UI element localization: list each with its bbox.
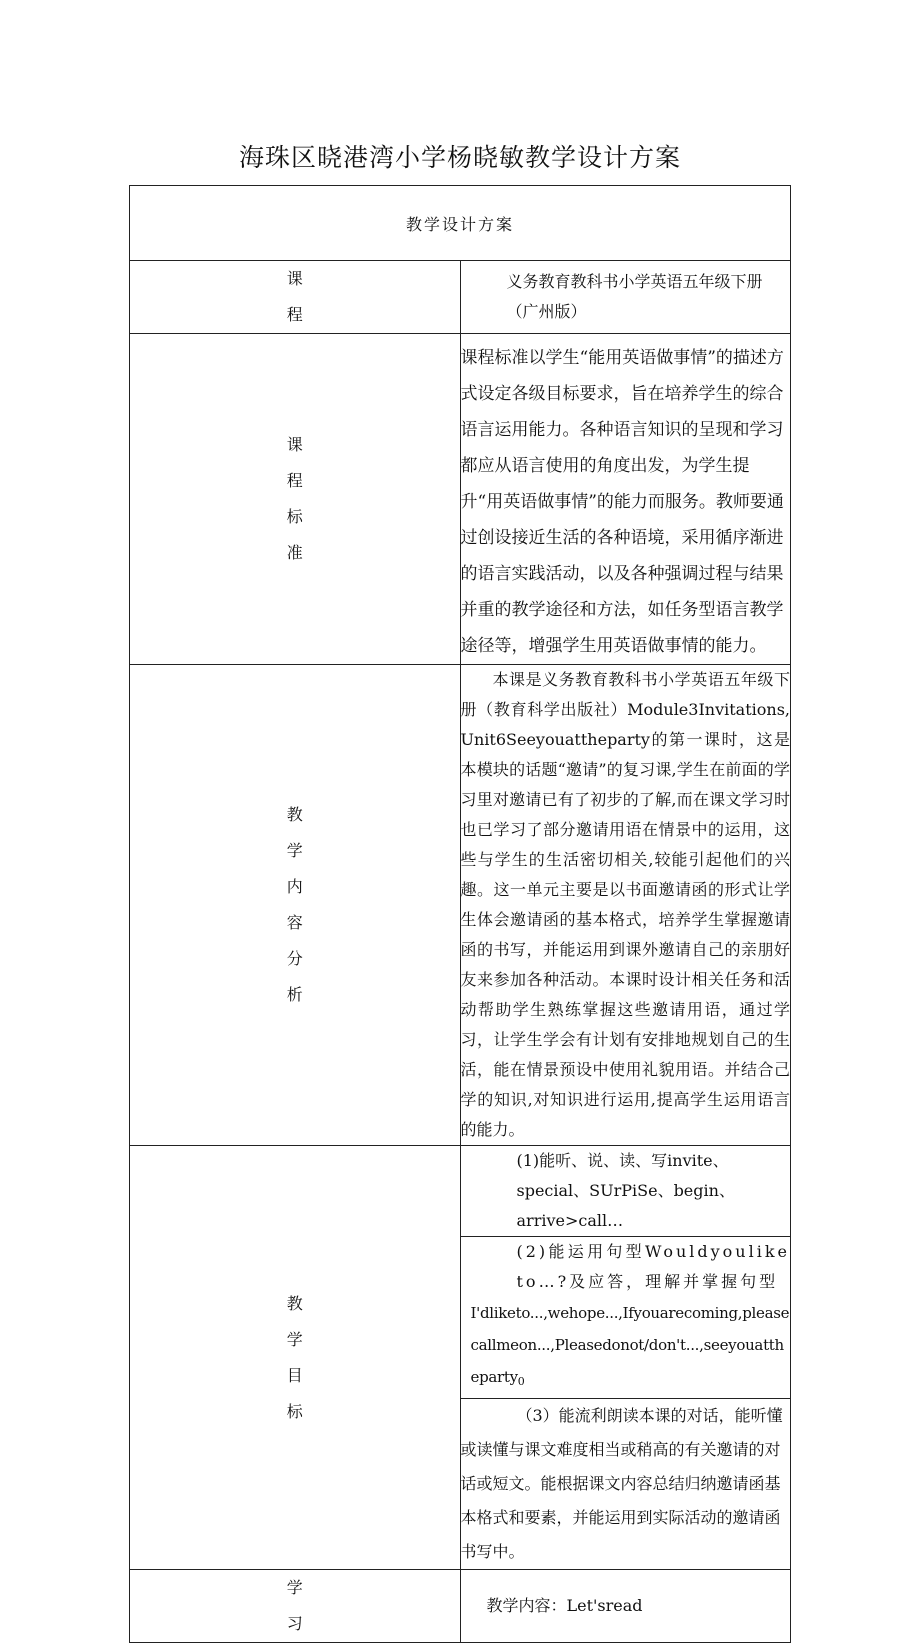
goals-label-char: 学: [286, 1329, 303, 1349]
course-label-char: 程: [286, 305, 303, 324]
goals-label-char: 教: [286, 1293, 303, 1313]
analysis-label-char: 析: [286, 985, 303, 1004]
learning-text: 教学内容：Let'sread: [460, 1570, 791, 1643]
analysis-label-char: 教: [286, 805, 303, 824]
standard-label-char: 标: [286, 507, 303, 526]
standard-label-char: 课: [286, 435, 303, 454]
analysis-text: 本课是义务教育教科书小学英语五年级下册（教育科学出版社）Module3Invitations,Unit6Seeyouattheparty的第一课时，这是本模块的话题“邀请”的复习课,学生在前面的学习里对邀请已有了初步的了解,而在课文学习时也已学习了部分邀请用语在情景中的运用，这些与学生的生活密切相关,较能引起他们的兴趣。这一单元主要是以书面邀请函的形式让学生体会邀请函的基本格式，培养学生掌握邀请函的书写，并能运用到课外邀请自己的亲朋好友来参加各种活动。本课时设计相关任务和活动帮助学生熟练掌握这些邀请用语，通过学习，让学生学会有计划有安排地规划自己的生活，能在情景预设中使用礼貌用语。并结合己学的知识,对知识进行运用,提高学生运用语言的能力。: [460, 665, 791, 1146]
goal-2-line-b: [471, 1297, 791, 1398]
analysis-row: [130, 665, 791, 1146]
course-row: [130, 261, 791, 334]
goal-2-cell: [460, 1237, 791, 1399]
goal-3-text: （3）能流利朗读本课的对话，能听懂或读懂与课文难度相当或稍高的有关邀请的对话或短文。能根据课文内容总结归纳邀请函基本格式和要素，并能运用到实际活动的邀请函书写中。: [460, 1399, 791, 1570]
standard-text: 课程标准以学生“能用英语做事情”的描述方式设定各级目标要求，旨在培养学生的综合语言运用能力。各种语言知识的呈现和学习都应从语言使用的角度出发，为学生提升“用英语做事情”的能力而服务。教师要通过创设接近生活的各种语境，采用循序渐进的语言实践活动，以及各种强调过程与结果并重的教学途径和方法，如任务型语言教学途径等，增强学生用英语做事情的能力。: [460, 334, 791, 665]
standard-label-char: 程: [286, 471, 303, 490]
standard-label-char: 准: [286, 543, 303, 562]
table-header: 教学设计方案: [130, 186, 791, 261]
course-label: [130, 261, 461, 334]
goal-1-text: (1)能听、说、读、写invite、special、SUrPiSe、begin、arrive>call…: [460, 1146, 791, 1237]
learning-row: [130, 1570, 791, 1643]
analysis-label-char: 分: [286, 949, 303, 968]
teaching-plan-table: [129, 185, 791, 1643]
analysis-label-char: 容: [286, 913, 303, 932]
analysis-label-char: 学: [286, 841, 303, 860]
goal-2-line-a: (2)能运用句型Wouldyouliketo…?及应答，理解并掌握句型: [516, 1242, 790, 1291]
standard-row: [130, 334, 791, 665]
goal-2-subscript: 0: [517, 1375, 525, 1388]
goals-label: [130, 1146, 461, 1570]
course-text: 义务教育教科书小学英语五年级下册（广州版）: [460, 261, 791, 334]
standard-label: [130, 334, 461, 665]
document-title: 海珠区晓港湾小学杨晓敏教学设计方案: [238, 143, 681, 172]
learning-label-char: 学: [286, 1578, 303, 1597]
learning-label: [130, 1570, 461, 1643]
learning-label-char: 习: [286, 1614, 303, 1633]
goals-label-char: 标: [286, 1401, 303, 1421]
header-row: [130, 186, 791, 261]
analysis-label-char: 内: [286, 877, 303, 896]
goal-row-1: [130, 1146, 791, 1237]
goal-2-sentences: I'dliketo...,wehope...,Ifyouarecoming,pleasecallmeon...,Pleasedonot/don't...,seeyouattheparty: [470, 1304, 790, 1386]
goals-label-char: 目: [286, 1365, 303, 1385]
course-label-char: 课: [286, 269, 303, 288]
analysis-label: [130, 665, 461, 1146]
